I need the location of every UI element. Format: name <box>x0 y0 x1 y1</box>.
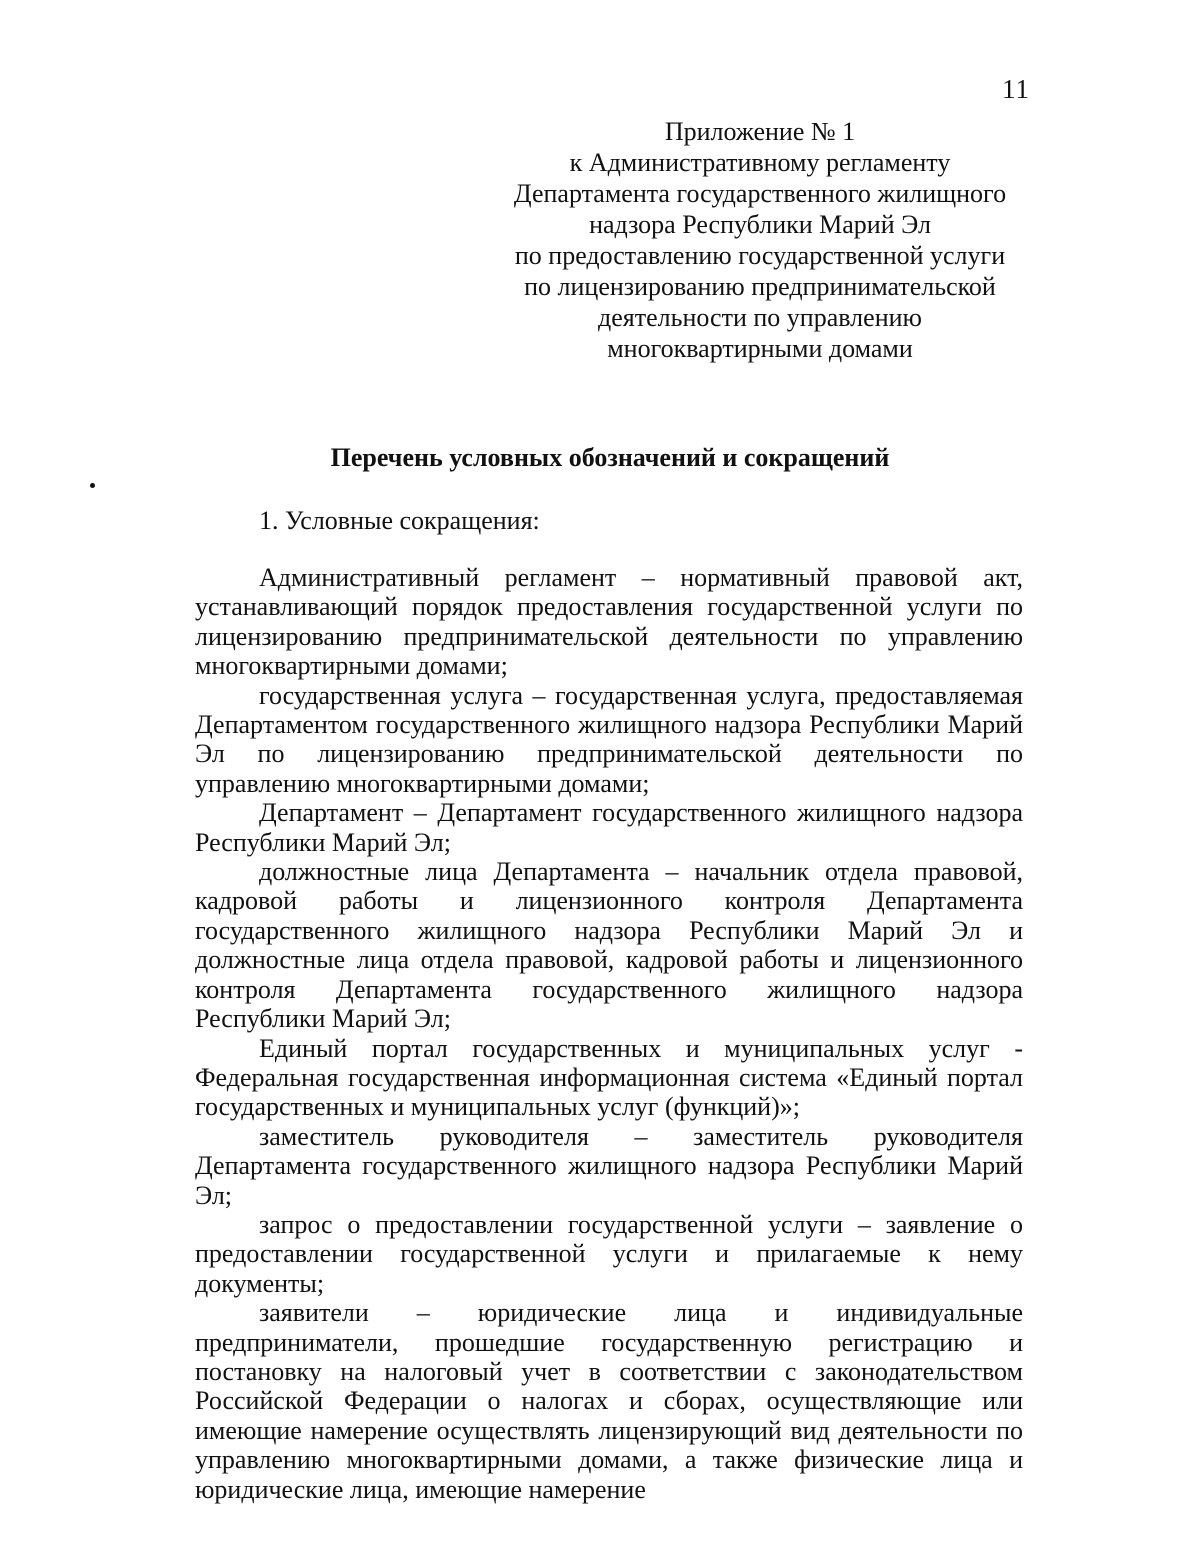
paragraph: Департамент – Департамент государственного жилищного надзора Республики Марий Эл; <box>195 798 1023 857</box>
appendix-line: к Административному регламенту <box>569 148 951 177</box>
scan-dot-mark <box>90 483 95 488</box>
paragraph: Единый портал государственных и муниципальных услуг - Федеральная государственная информационная система «Единый портал государственных и муниципальных услуг (функций)»; <box>195 1033 1023 1122</box>
appendix-line: многоквартирными домами <box>607 334 913 363</box>
document-title: Перечень условных обозначений и сокращений <box>330 443 890 472</box>
appendix-line: по лицензированию предпринимательской <box>524 272 996 301</box>
appendix-line: Приложение № 1 <box>664 117 856 146</box>
section-heading: 1. Условные сокращения: <box>259 506 540 535</box>
appendix-line: надзора Республики Марий Эл <box>589 210 931 239</box>
paragraph: запрос о предоставлении государственной услуги – заявление о предоставлении государственной услуги и прилагаемые к нему документы; <box>195 1209 1023 1298</box>
page-number: 11 <box>1002 74 1030 104</box>
appendix-header <box>500 116 1020 364</box>
appendix-line: по предоставлению государственной услуги <box>514 241 1006 270</box>
appendix-line: деятельности по управлению <box>598 303 922 332</box>
body-text <box>195 563 1023 1504</box>
paragraph: Административный регламент – нормативный правовой акт, устанавливающий порядок предоставления государственной услуги по лицензированию предпринимательской деятельности по управлению многоквартирными домами; <box>195 563 1023 681</box>
paragraph: должностные лица Департамента – начальник отдела правовой, кадровой работы и лицензионного контроля Департамента государственного жилищного надзора Республики Марий Эл и должностные лица отдела правовой, кадровой работы и лицензионного контроля Департамента государственного жилищного надзора Республики Марий Эл; <box>195 857 1023 1034</box>
paragraph: государственная услуга – государственная услуга, предоставляемая Департаментом государственного жилищного надзора Республики Марий Эл по лицензированию предпринимательской деятельности по управлению многоквартирными домами; <box>195 680 1023 798</box>
paragraph: заместитель руководителя – заместитель руководителя Департамента государственного жилищного надзора Республики Марий Эл; <box>195 1121 1023 1210</box>
paragraph: заявители – юридические лица и индивидуальные предприниматели, прошедшие государственную регистрацию и постановку на налоговый учет в соответствии с законодательством Российской Федерации о налогах и сборах, осуществляющие или имеющие намерение осуществлять лицензирующий вид деятельности по управлению многоквартирными домами, а также физические лица и юридические лица, имеющие намерение <box>195 1298 1023 1504</box>
appendix-line: Департамента государственного жилищного <box>513 179 1007 208</box>
